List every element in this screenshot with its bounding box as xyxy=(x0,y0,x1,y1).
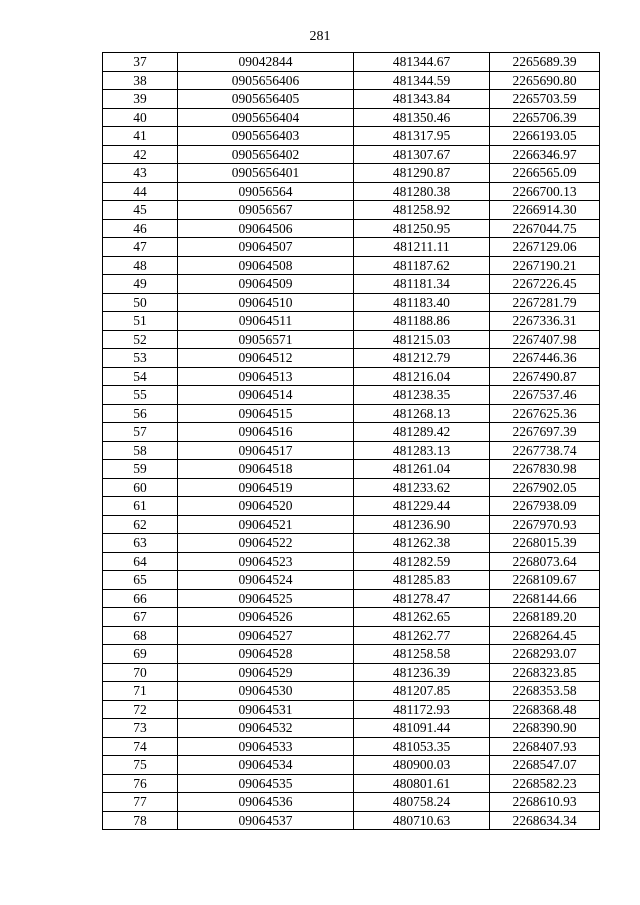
x-coordinate-cell: 481278.47 xyxy=(354,589,490,608)
row-index-cell: 60 xyxy=(103,478,178,497)
point-id-cell: 09064517 xyxy=(178,441,354,460)
x-coordinate-cell: 481212.79 xyxy=(354,349,490,368)
point-id-cell: 09064514 xyxy=(178,386,354,405)
row-index-cell: 59 xyxy=(103,460,178,479)
row-index-cell: 48 xyxy=(103,256,178,275)
point-id-cell: 09064533 xyxy=(178,737,354,756)
point-id-cell: 09064531 xyxy=(178,700,354,719)
y-coordinate-cell: 2267446.36 xyxy=(490,349,600,368)
row-index-cell: 43 xyxy=(103,164,178,183)
table-row xyxy=(103,441,600,460)
table-row xyxy=(103,497,600,516)
table-row xyxy=(103,515,600,534)
row-index-cell: 66 xyxy=(103,589,178,608)
y-coordinate-cell: 2265689.39 xyxy=(490,53,600,72)
row-index-cell: 51 xyxy=(103,312,178,331)
point-id-cell: 09064520 xyxy=(178,497,354,516)
point-id-cell: 09056567 xyxy=(178,201,354,220)
y-coordinate-cell: 2268189.20 xyxy=(490,608,600,627)
x-coordinate-cell: 481258.58 xyxy=(354,645,490,664)
x-coordinate-cell: 480758.24 xyxy=(354,793,490,812)
x-coordinate-cell: 481236.90 xyxy=(354,515,490,534)
point-id-cell: 09064527 xyxy=(178,626,354,645)
y-coordinate-cell: 2266193.05 xyxy=(490,127,600,146)
table-row xyxy=(103,164,600,183)
y-coordinate-cell: 2267830.98 xyxy=(490,460,600,479)
table-row xyxy=(103,275,600,294)
point-id-cell: 0905656403 xyxy=(178,127,354,146)
point-id-cell: 09064508 xyxy=(178,256,354,275)
table-row xyxy=(103,774,600,793)
row-index-cell: 42 xyxy=(103,145,178,164)
row-index-cell: 73 xyxy=(103,719,178,738)
row-index-cell: 72 xyxy=(103,700,178,719)
x-coordinate-cell: 481091.44 xyxy=(354,719,490,738)
row-index-cell: 61 xyxy=(103,497,178,516)
point-id-cell: 09064521 xyxy=(178,515,354,534)
table-row xyxy=(103,608,600,627)
table-row xyxy=(103,386,600,405)
table-row xyxy=(103,682,600,701)
point-id-cell: 09056571 xyxy=(178,330,354,349)
y-coordinate-cell: 2267938.09 xyxy=(490,497,600,516)
y-coordinate-cell: 2268073.64 xyxy=(490,552,600,571)
y-coordinate-cell: 2267902.05 xyxy=(490,478,600,497)
table-row xyxy=(103,534,600,553)
x-coordinate-cell: 481344.67 xyxy=(354,53,490,72)
row-index-cell: 55 xyxy=(103,386,178,405)
table-row xyxy=(103,293,600,312)
row-index-cell: 76 xyxy=(103,774,178,793)
x-coordinate-cell: 481289.42 xyxy=(354,423,490,442)
point-id-cell: 09064512 xyxy=(178,349,354,368)
point-id-cell: 09064532 xyxy=(178,719,354,738)
table-body xyxy=(103,53,600,830)
y-coordinate-cell: 2268547.07 xyxy=(490,756,600,775)
table-row xyxy=(103,589,600,608)
y-coordinate-cell: 2267129.06 xyxy=(490,238,600,257)
row-index-cell: 44 xyxy=(103,182,178,201)
table-row xyxy=(103,756,600,775)
row-index-cell: 47 xyxy=(103,238,178,257)
point-id-cell: 09064510 xyxy=(178,293,354,312)
row-index-cell: 75 xyxy=(103,756,178,775)
table-row xyxy=(103,571,600,590)
point-id-cell: 0905656402 xyxy=(178,145,354,164)
table-row xyxy=(103,645,600,664)
y-coordinate-cell: 2268323.85 xyxy=(490,663,600,682)
table-row xyxy=(103,700,600,719)
table-row xyxy=(103,312,600,331)
row-index-cell: 53 xyxy=(103,349,178,368)
table-row xyxy=(103,367,600,386)
x-coordinate-cell: 481283.13 xyxy=(354,441,490,460)
x-coordinate-cell: 481261.04 xyxy=(354,460,490,479)
point-id-cell: 09064526 xyxy=(178,608,354,627)
y-coordinate-cell: 2268407.93 xyxy=(490,737,600,756)
table-row xyxy=(103,219,600,238)
y-coordinate-cell: 2267738.74 xyxy=(490,441,600,460)
x-coordinate-cell: 481187.62 xyxy=(354,256,490,275)
table-row xyxy=(103,201,600,220)
y-coordinate-cell: 2268390.90 xyxy=(490,719,600,738)
point-id-cell: 09064516 xyxy=(178,423,354,442)
point-id-cell: 0905656405 xyxy=(178,90,354,109)
point-id-cell: 09064535 xyxy=(178,774,354,793)
x-coordinate-cell: 481262.65 xyxy=(354,608,490,627)
y-coordinate-cell: 2266346.97 xyxy=(490,145,600,164)
x-coordinate-cell: 481229.44 xyxy=(354,497,490,516)
row-index-cell: 77 xyxy=(103,793,178,812)
x-coordinate-cell: 481188.86 xyxy=(354,312,490,331)
y-coordinate-cell: 2268368.48 xyxy=(490,700,600,719)
y-coordinate-cell: 2267190.21 xyxy=(490,256,600,275)
row-index-cell: 67 xyxy=(103,608,178,627)
point-id-cell: 09064530 xyxy=(178,682,354,701)
point-id-cell: 09064506 xyxy=(178,219,354,238)
x-coordinate-cell: 481215.03 xyxy=(354,330,490,349)
row-index-cell: 39 xyxy=(103,90,178,109)
x-coordinate-cell: 481343.84 xyxy=(354,90,490,109)
x-coordinate-cell: 481262.38 xyxy=(354,534,490,553)
page-number: 281 xyxy=(309,29,331,44)
x-coordinate-cell: 481238.35 xyxy=(354,386,490,405)
y-coordinate-cell: 2267044.75 xyxy=(490,219,600,238)
table-row xyxy=(103,238,600,257)
row-index-cell: 45 xyxy=(103,201,178,220)
row-index-cell: 78 xyxy=(103,811,178,830)
table-row xyxy=(103,182,600,201)
point-id-cell: 09064518 xyxy=(178,460,354,479)
y-coordinate-cell: 2268293.07 xyxy=(490,645,600,664)
y-coordinate-cell: 2267407.98 xyxy=(490,330,600,349)
table-row xyxy=(103,423,600,442)
y-coordinate-cell: 2268610.93 xyxy=(490,793,600,812)
row-index-cell: 63 xyxy=(103,534,178,553)
table-row xyxy=(103,811,600,830)
point-id-cell: 09064529 xyxy=(178,663,354,682)
y-coordinate-cell: 2268015.39 xyxy=(490,534,600,553)
row-index-cell: 74 xyxy=(103,737,178,756)
table-row xyxy=(103,663,600,682)
row-index-cell: 64 xyxy=(103,552,178,571)
table-row xyxy=(103,108,600,127)
y-coordinate-cell: 2268582.23 xyxy=(490,774,600,793)
table-row xyxy=(103,256,600,275)
y-coordinate-cell: 2265706.39 xyxy=(490,108,600,127)
table-row xyxy=(103,145,600,164)
point-id-cell: 0905656401 xyxy=(178,164,354,183)
y-coordinate-cell: 2267336.31 xyxy=(490,312,600,331)
point-id-cell: 09064513 xyxy=(178,367,354,386)
table-row xyxy=(103,552,600,571)
x-coordinate-cell: 481216.04 xyxy=(354,367,490,386)
point-id-cell: 09064537 xyxy=(178,811,354,830)
row-index-cell: 40 xyxy=(103,108,178,127)
y-coordinate-cell: 2266700.13 xyxy=(490,182,600,201)
y-coordinate-cell: 2268264.45 xyxy=(490,626,600,645)
x-coordinate-cell: 481262.77 xyxy=(354,626,490,645)
point-id-cell: 0905656404 xyxy=(178,108,354,127)
row-index-cell: 57 xyxy=(103,423,178,442)
point-id-cell: 09064525 xyxy=(178,589,354,608)
point-id-cell: 09064522 xyxy=(178,534,354,553)
table-row xyxy=(103,349,600,368)
y-coordinate-cell: 2266565.09 xyxy=(490,164,600,183)
x-coordinate-cell: 481172.93 xyxy=(354,700,490,719)
row-index-cell: 71 xyxy=(103,682,178,701)
table-row xyxy=(103,404,600,423)
point-id-cell: 09064511 xyxy=(178,312,354,331)
row-index-cell: 62 xyxy=(103,515,178,534)
row-index-cell: 65 xyxy=(103,571,178,590)
y-coordinate-cell: 2267970.93 xyxy=(490,515,600,534)
table-row xyxy=(103,793,600,812)
y-coordinate-cell: 2267697.39 xyxy=(490,423,600,442)
y-coordinate-cell: 2267537.46 xyxy=(490,386,600,405)
x-coordinate-cell: 481268.13 xyxy=(354,404,490,423)
y-coordinate-cell: 2268109.67 xyxy=(490,571,600,590)
x-coordinate-cell: 481258.92 xyxy=(354,201,490,220)
point-id-cell: 09064534 xyxy=(178,756,354,775)
y-coordinate-cell: 2268634.34 xyxy=(490,811,600,830)
x-coordinate-cell: 481211.11 xyxy=(354,238,490,257)
table-row xyxy=(103,478,600,497)
x-coordinate-cell: 481282.59 xyxy=(354,552,490,571)
table-row xyxy=(103,626,600,645)
point-id-cell: 0905656406 xyxy=(178,71,354,90)
point-id-cell: 09064524 xyxy=(178,571,354,590)
row-index-cell: 68 xyxy=(103,626,178,645)
table-row xyxy=(103,53,600,72)
x-coordinate-cell: 480710.63 xyxy=(354,811,490,830)
y-coordinate-cell: 2268353.58 xyxy=(490,682,600,701)
row-index-cell: 41 xyxy=(103,127,178,146)
row-index-cell: 70 xyxy=(103,663,178,682)
y-coordinate-cell: 2267281.79 xyxy=(490,293,600,312)
x-coordinate-cell: 481280.38 xyxy=(354,182,490,201)
row-index-cell: 56 xyxy=(103,404,178,423)
x-coordinate-cell: 481236.39 xyxy=(354,663,490,682)
x-coordinate-cell: 481317.95 xyxy=(354,127,490,146)
row-index-cell: 58 xyxy=(103,441,178,460)
table-row xyxy=(103,90,600,109)
x-coordinate-cell: 481285.83 xyxy=(354,571,490,590)
x-coordinate-cell: 480801.61 xyxy=(354,774,490,793)
y-coordinate-cell: 2266914.30 xyxy=(490,201,600,220)
table-row xyxy=(103,127,600,146)
row-index-cell: 54 xyxy=(103,367,178,386)
x-coordinate-cell: 481207.85 xyxy=(354,682,490,701)
point-id-cell: 09042844 xyxy=(178,53,354,72)
table-row xyxy=(103,719,600,738)
row-index-cell: 46 xyxy=(103,219,178,238)
x-coordinate-cell: 481053.35 xyxy=(354,737,490,756)
table-row xyxy=(103,71,600,90)
x-coordinate-cell: 481233.62 xyxy=(354,478,490,497)
x-coordinate-cell: 481290.87 xyxy=(354,164,490,183)
row-index-cell: 52 xyxy=(103,330,178,349)
point-id-cell: 09064507 xyxy=(178,238,354,257)
point-id-cell: 09056564 xyxy=(178,182,354,201)
row-index-cell: 50 xyxy=(103,293,178,312)
coordinates-table xyxy=(102,52,600,830)
y-coordinate-cell: 2265703.59 xyxy=(490,90,600,109)
point-id-cell: 09064509 xyxy=(178,275,354,294)
row-index-cell: 69 xyxy=(103,645,178,664)
y-coordinate-cell: 2268144.66 xyxy=(490,589,600,608)
x-coordinate-cell: 481181.34 xyxy=(354,275,490,294)
table-row xyxy=(103,460,600,479)
point-id-cell: 09064523 xyxy=(178,552,354,571)
point-id-cell: 09064528 xyxy=(178,645,354,664)
table-row xyxy=(103,330,600,349)
point-id-cell: 09064515 xyxy=(178,404,354,423)
x-coordinate-cell: 481350.46 xyxy=(354,108,490,127)
x-coordinate-cell: 481344.59 xyxy=(354,71,490,90)
y-coordinate-cell: 2267226.45 xyxy=(490,275,600,294)
table-row xyxy=(103,737,600,756)
row-index-cell: 37 xyxy=(103,53,178,72)
x-coordinate-cell: 480900.03 xyxy=(354,756,490,775)
point-id-cell: 09064536 xyxy=(178,793,354,812)
y-coordinate-cell: 2267625.36 xyxy=(490,404,600,423)
x-coordinate-cell: 481250.95 xyxy=(354,219,490,238)
row-index-cell: 49 xyxy=(103,275,178,294)
point-id-cell: 09064519 xyxy=(178,478,354,497)
y-coordinate-cell: 2267490.87 xyxy=(490,367,600,386)
y-coordinate-cell: 2265690.80 xyxy=(490,71,600,90)
row-index-cell: 38 xyxy=(103,71,178,90)
x-coordinate-cell: 481307.67 xyxy=(354,145,490,164)
x-coordinate-cell: 481183.40 xyxy=(354,293,490,312)
